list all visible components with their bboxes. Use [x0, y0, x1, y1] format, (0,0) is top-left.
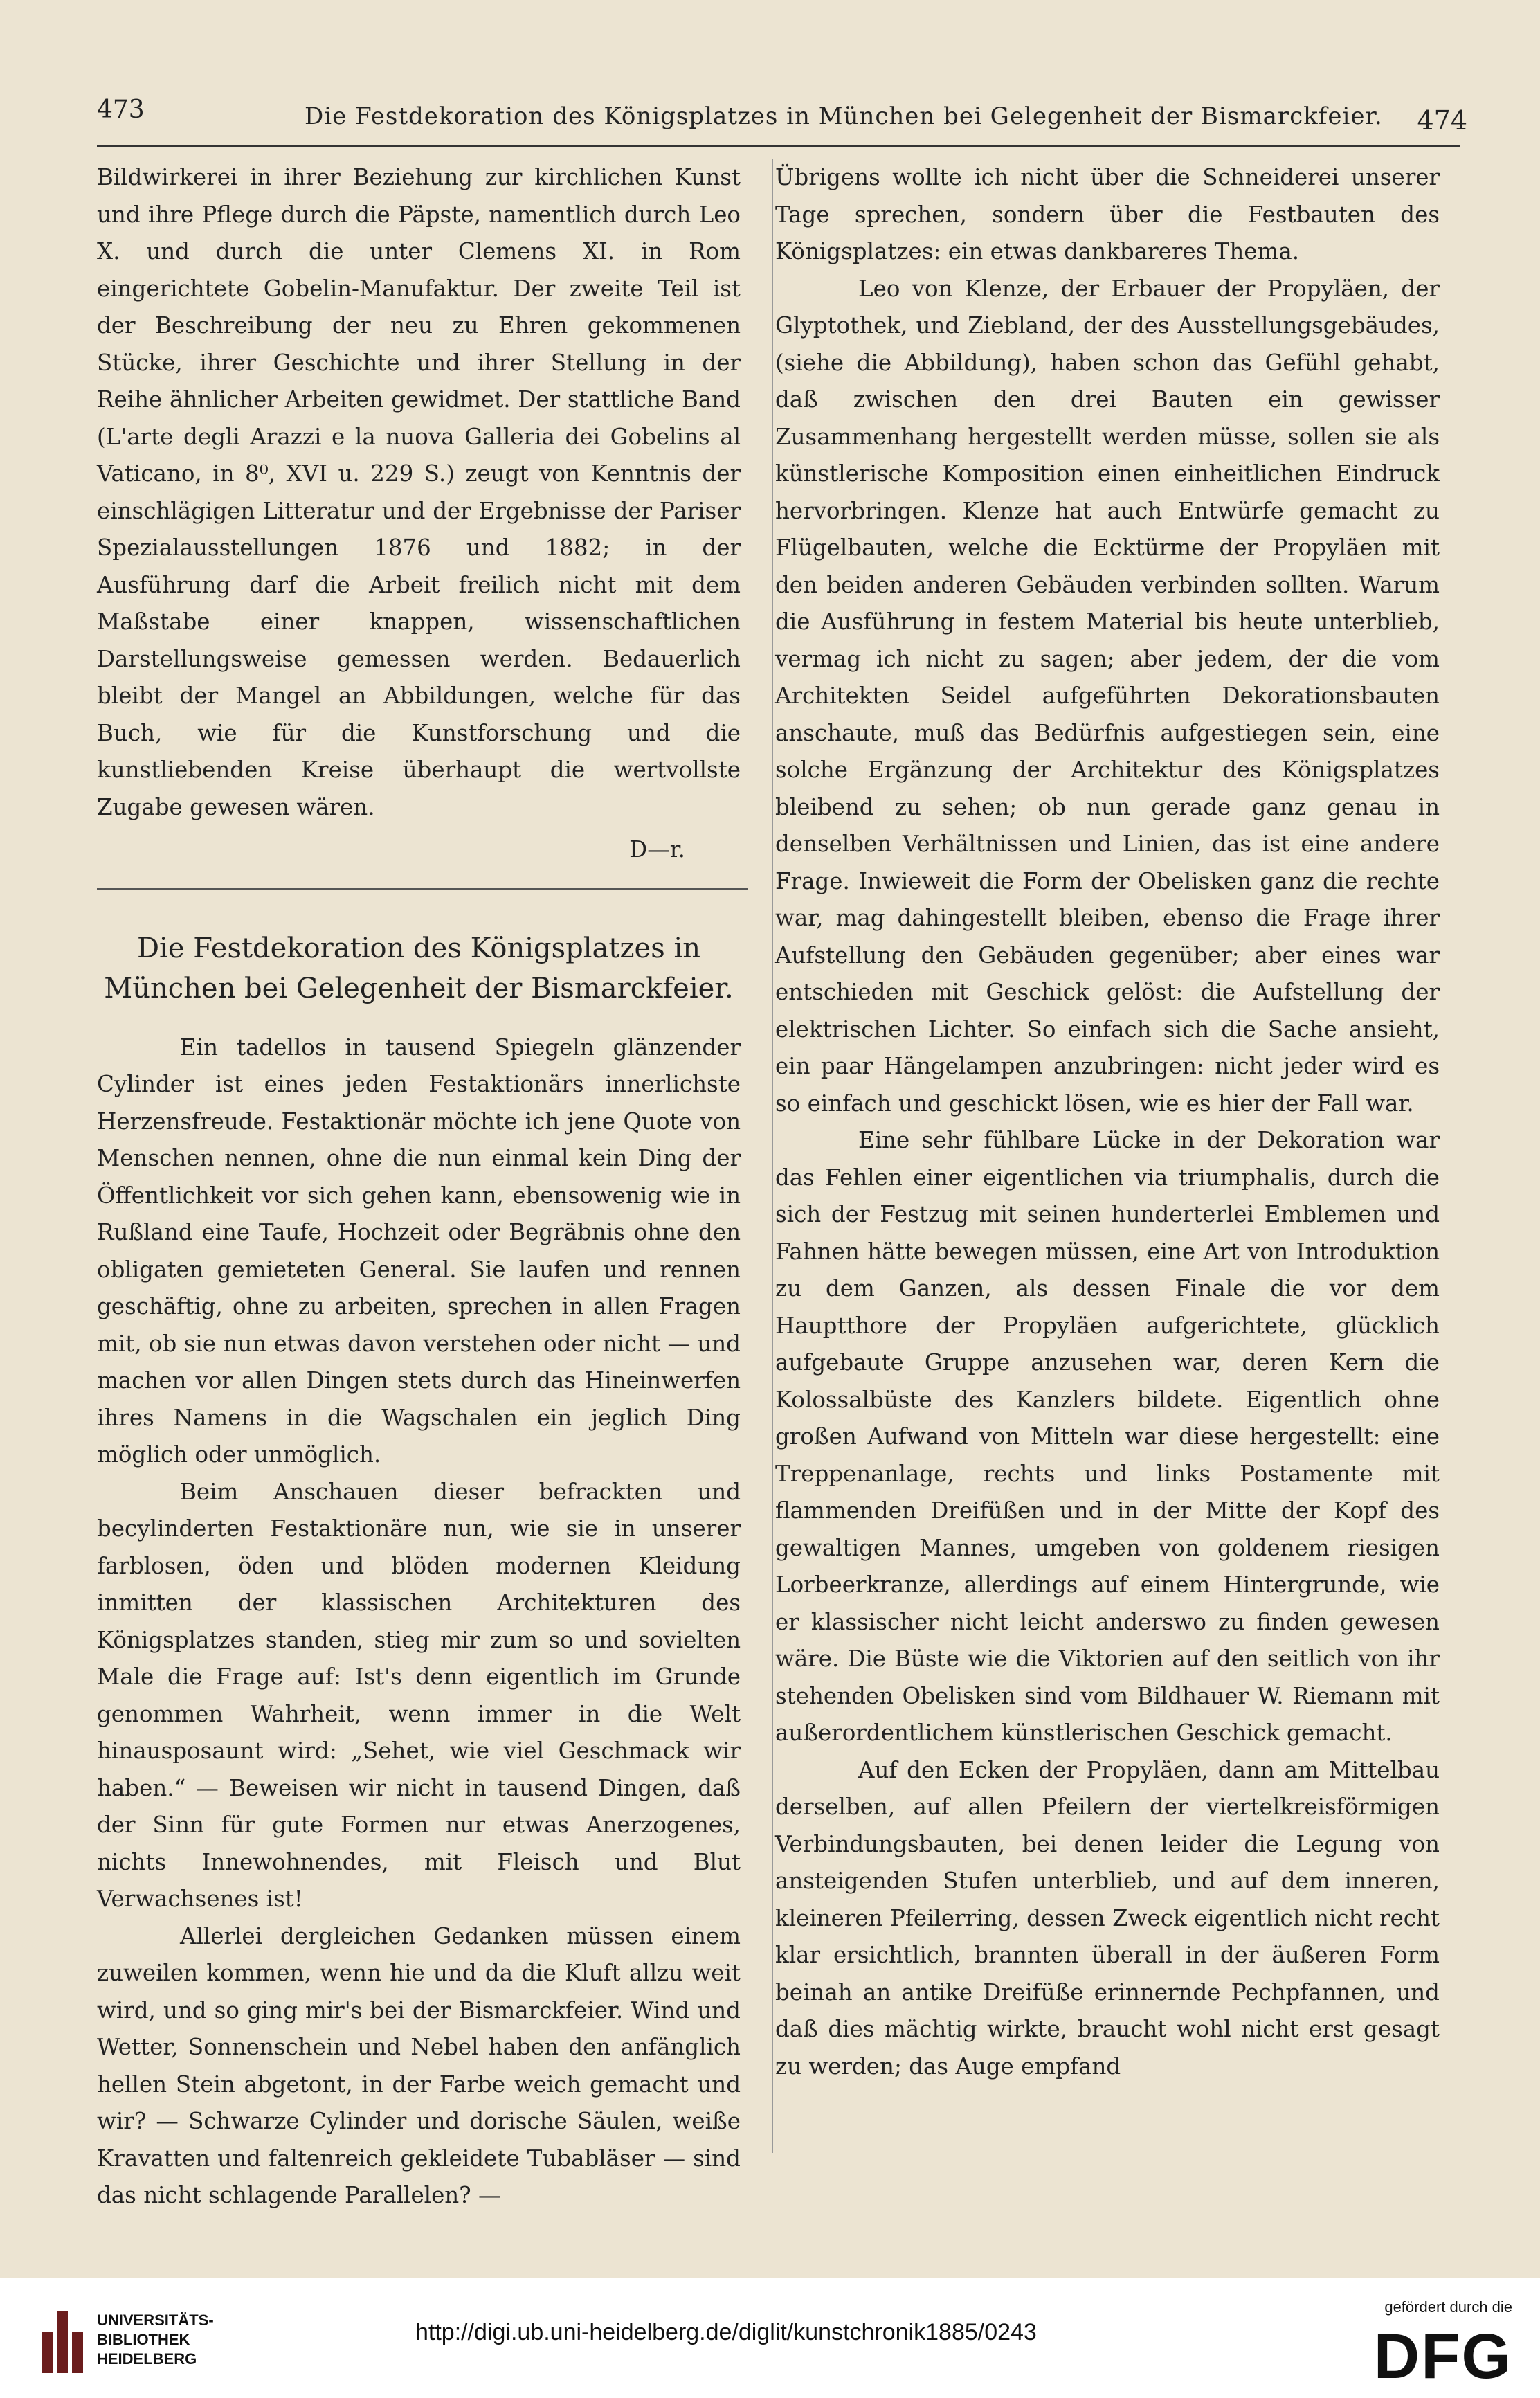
right-column — [775, 159, 1440, 2085]
article-paragraph-7: Auf den Ecken der Propyläen, dann am Mittelbau derselben, auf allen Pfeilern der viertelkreisförmigen Verbindungsbauten, bei denen leider die Legung von ansteigenden Stufen unterblieb, und auf dem inneren, kleineren Pfeilerring, dessen Zweck eigentlich nicht recht klar ersichtlich, brannten überall in der äußeren Form beinah an antike Dreifüße erinnernde Pechpfannen, und daß dies mächtig wirkte, braucht wohl nicht erst gesagt zu werden; das Auge empfand — [775, 1756, 1440, 2080]
digitization-footer — [0, 2278, 1540, 2398]
left-column — [97, 159, 741, 2215]
article-paragraph-4: Übrigens wollte ich nicht über die Schneiderei unserer Tage sprechen, sondern über die Festbauten des Königsplatzes: ein etwas dankbareres Thema. — [775, 164, 1440, 264]
running-title: Die Festdekoration des Königsplatzes in München bei Gelegenheit der Bismarckfeier. — [305, 102, 1383, 130]
article-paragraph-3: Allerlei dergleichen Gedanken müssen einem zuweilen kommen, wenn hie und da die Kluft allzu weit wird, und so ging mir's bei der Bismarckfeier. Wind und Wetter, Sonnenschein und Nebel haben den anfänglich hellen Stein abgetont, in der Farbe weich gemacht und wir? — Schwarze Cylinder und dorische Säulen, weiße Kravatten und faltenreich gekleidete Tubabläser — sind das nicht schlagende Parallelen? — — [97, 1922, 741, 2208]
page-number-left: 473 — [97, 96, 145, 124]
library-logo-icon — [42, 2311, 86, 2373]
permalink-url[interactable]: http://digi.ub.uni-heidelberg.de/diglit/kunstchronik1885/0243 — [415, 2319, 1037, 2345]
article-separator — [97, 888, 748, 890]
article-paragraph-1: Ein tadellos in tausend Spiegeln glänzender Cylinder ist eines jeden Festaktionärs innerlichste Herzensfreude. Festaktionär möchte ich jene Quote von Menschen nennen, ohne die nun einmal kein Ding der Öffentlichkeit vor sich gehen kann, ebensowenig wie in Rußland eine Taufe, Hochzeit oder Begräbnis ohne den obligaten gemieteten General. Sie laufen und rennen geschäftig, ohne zu arbeiten, sprechen in allen Fragen mit, ob sie nun etwas davon verstehen oder nicht — und machen vor allen Dingen stets durch das Hineinwerfen ihres Namens in die Wagschalen ein jeglich Ding möglich oder unmöglich. — [97, 1034, 741, 1468]
column-divider — [772, 159, 773, 2153]
review-signature: D—r. — [629, 836, 685, 863]
article-paragraph-6: Eine sehr fühlbare Lücke in der Dekoration war das Fehlen einer eigentlichen via triumphalis, durch die sich der Festzug mit seinen hunderterlei Emblemen und Fahnen hätte bewegen müssen, eine Art von Introduktion zu dem Ganzen, als dessen Finale die vor dem Hauptthore der Propyläen aufgerichtete, glücklich aufgebaute Gruppe anzusehen war, deren Kern die Kolossalbüste des Kanzlers bildete. Eigentlich ohne großen Aufwand von Mitteln war diese hergestellt: eine Treppenanlage, rechts und links Postamente mit flammenden Dreifüßen und in der Mitte der Kopf des gewaltigen Mannes, umgeben von goldenem riesigen Lorbeerkranze, allerdings auf einem Hintergrunde, wie er klassischer nicht leicht anderswo zu finden gewesen wäre. Die Büste wie die Viktorien auf den seitlich von ihr stehenden Obelisken sind vom Bildhauer W. Riemann mit außerordentlichem künstlerischen Geschick gemacht. — [775, 1127, 1440, 1746]
article-paragraph-2: Beim Anschauen dieser befrackten und becylinderten Festaktionäre nun, wie sie in unserer farblosen, öden und blöden modernen Kleidung inmitten der klassischen Architekturen des Königsplatzes standen, stieg mir zum so und sovielten Male die Frage auf: Ist's denn eigentlich im Grunde genommen Wahrheit, wenn immer in die Welt hinausposaunt wird: „Sehet, wie viel Geschmack wir haben.“ — Beweisen wir nicht in tausend Dingen, daß der Sinn für gute Formen nur etwas Anerzogenes, nichts Innewohnendes, mit Fleisch und Blut Verwachsenes ist! — [97, 1478, 741, 1912]
dfg-logo: DFG — [1373, 2321, 1512, 2392]
page-number-right: 474 — [1417, 105, 1467, 136]
library-name: UNIVERSITÄTS- BIBLIOTHEK HEIDELBERG — [97, 2311, 214, 2368]
review-paragraph: Bildwirkerei in ihrer Beziehung zur kirchlichen Kunst und ihre Pflege durch die Päpste, namentlich durch Leo X. und durch die unter Clemens XI. in Rom eingerichtete Gobelin-Manufaktur. Der zweite Teil ist der Beschreibung der neu zu Ehren gekommenen Stücke, ihrer Geschichte und ihrer Stellung in der Reihe ähnlicher Arbeiten gewidmet. Der stattliche Band (L'arte degli Arazzi e la nuova Galleria dei Gobelins al Vaticano, in 8⁰, XVI u. 229 S.) zeugt von Kenntnis der einschlägigen Litteratur und der Ergebnisse der Pariser Spezialausstellungen 1876 und 1882; in der Ausführung darf die Arbeit freilich nicht mit dem Maßstabe einer knappen, wissenschaftlichen Darstellungsweise gemessen werden. Bedauerlich bleibt der Mangel an Abbildungen, welche für das Buch, wie für die Kunstforschung und die kunstliebenden Kreise überhaupt die wertvollste Zugabe gewesen wären. — [97, 164, 741, 820]
article-title: Die Festdekoration des Königsplatzes in München bei Gelegenheit der Bismarckfeier. — [104, 932, 734, 1004]
header-rule — [97, 145, 1460, 147]
funder-caption: gefördert durch die — [1384, 2298, 1512, 2316]
article-paragraph-5: Leo von Klenze, der Erbauer der Propyläen, der Glyptothek, und Ziebland, der des Ausstellungsgebäudes, (siehe die Abbildung), haben schon das Gefühl gehabt, daß zwischen den drei Bauten ein gewisser Zusammenhang hergestellt werden müsse, sollen sie als künstlerische Komposition einen einheitlichen Eindruck hervorbringen. Klenze hat auch Entwürfe gemacht zu Flügelbauten, welche die Ecktürme der Propyläen mit den beiden anderen Gebäuden verbinden sollten. Warum die Ausführung in festem Material bis heute unterblieb, vermag ich nicht zu sagen; aber jedem, der die vom Architekten Seidel aufgeführten Dekorationsbauten anschaute, muß das Bedürfnis aufgestiegen sein, eine solche Ergänzung der Architektur des Königsplatzes bleibend zu sehen; ob nun gerade ganz genau in denselben Verhältnissen und Linien, das ist eine andere Frage. Inwieweit die Form der Obelisken ganz die rechte war, mag dahingestellt bleiben, ebenso die Frage ihrer Aufstellung den Gebäuden gegenüber; aber eines war entschieden mit Geschick gelöst: die Aufstellung der elektrischen Lichter. So einfach sich die Sache ansieht, ein paar Hängelampen anzubringen: nicht jeder wird es so einfach und geschickt lösen, wie es hier der Fall war. — [775, 275, 1440, 1117]
running-header — [83, 90, 1467, 145]
